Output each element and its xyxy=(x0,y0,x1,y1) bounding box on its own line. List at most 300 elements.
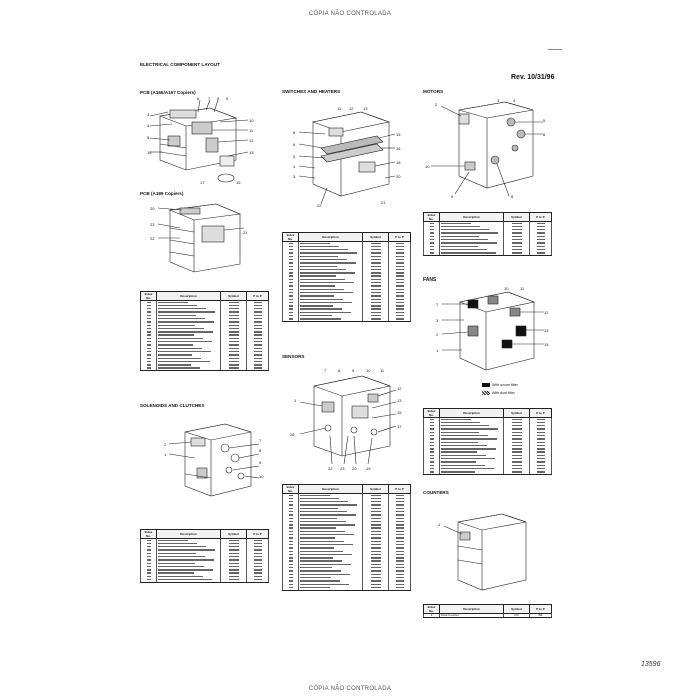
text-placeholder xyxy=(229,540,239,541)
cell-description xyxy=(299,586,363,590)
svg-text:8: 8 xyxy=(338,368,341,373)
svg-text:13: 13 xyxy=(397,398,402,403)
text-placeholder xyxy=(147,566,151,567)
text-placeholder xyxy=(537,242,545,243)
text-placeholder xyxy=(441,232,498,233)
text-placeholder xyxy=(396,252,404,253)
fans-figure xyxy=(428,286,552,376)
col-description: Description xyxy=(157,530,221,539)
col-p-to-p: P to P xyxy=(530,213,552,222)
text-placeholder xyxy=(289,312,293,313)
text-placeholder xyxy=(254,328,262,329)
text-placeholder xyxy=(441,425,489,426)
text-placeholder xyxy=(147,364,151,365)
text-placeholder xyxy=(158,348,202,349)
text-placeholder xyxy=(371,547,381,548)
text-placeholder xyxy=(512,223,522,224)
text-placeholder xyxy=(300,587,330,588)
text-placeholder xyxy=(371,299,381,300)
text-placeholder xyxy=(300,249,348,250)
text-placeholder xyxy=(147,348,151,349)
text-placeholder xyxy=(512,246,522,247)
svg-text:10: 10 xyxy=(259,474,264,479)
text-placeholder xyxy=(430,471,434,472)
text-placeholder xyxy=(254,364,262,365)
text-placeholder xyxy=(371,567,381,568)
text-placeholder xyxy=(147,311,151,312)
svg-text:11: 11 xyxy=(520,286,525,291)
text-placeholder xyxy=(396,524,404,525)
col-symbol: Symbol xyxy=(363,233,389,242)
svg-text:13: 13 xyxy=(249,150,254,155)
svg-text:10: 10 xyxy=(425,164,430,169)
cell-symbol xyxy=(221,579,247,583)
text-placeholder xyxy=(396,560,404,561)
text-placeholder xyxy=(371,544,381,545)
text-placeholder xyxy=(158,543,197,544)
text-placeholder xyxy=(158,540,188,541)
text-placeholder xyxy=(371,541,381,542)
text-placeholder xyxy=(229,318,239,319)
cell-index xyxy=(141,367,157,371)
text-placeholder xyxy=(371,557,381,558)
text-placeholder xyxy=(254,553,262,554)
text-placeholder xyxy=(147,318,151,319)
text-placeholder xyxy=(430,432,434,433)
svg-text:15: 15 xyxy=(396,132,401,137)
text-placeholder xyxy=(229,344,239,345)
text-placeholder xyxy=(147,328,151,329)
text-placeholder xyxy=(512,445,522,446)
text-placeholder xyxy=(512,448,522,449)
text-placeholder xyxy=(147,308,151,309)
text-placeholder xyxy=(371,577,381,578)
col-p-to-p: P to P xyxy=(530,605,552,614)
text-placeholder xyxy=(254,348,262,349)
svg-text:15: 15 xyxy=(544,342,549,347)
motors-table xyxy=(423,212,552,256)
cell-index xyxy=(283,318,299,322)
text-placeholder xyxy=(229,334,239,335)
text-placeholder xyxy=(289,495,293,496)
text-placeholder xyxy=(371,508,381,509)
table-row xyxy=(424,252,552,256)
text-placeholder xyxy=(289,584,293,585)
text-placeholder xyxy=(289,266,293,267)
text-placeholder xyxy=(147,543,151,544)
text-placeholder xyxy=(371,266,381,267)
text-placeholder xyxy=(537,461,545,462)
text-placeholder xyxy=(430,448,434,449)
text-placeholder xyxy=(158,351,211,352)
col-description: Description xyxy=(299,233,363,242)
text-placeholder xyxy=(537,432,545,433)
text-placeholder xyxy=(300,243,330,244)
text-placeholder xyxy=(396,243,404,244)
text-placeholder xyxy=(300,580,340,581)
text-placeholder xyxy=(229,308,239,309)
text-placeholder xyxy=(430,442,434,443)
text-placeholder xyxy=(537,455,545,456)
text-placeholder xyxy=(254,321,262,322)
text-placeholder xyxy=(300,574,350,575)
text-placeholder xyxy=(289,547,293,548)
text-placeholder xyxy=(371,527,381,528)
col-p-to-p: P to P xyxy=(530,409,552,418)
section-sensors: SENSORS xyxy=(282,354,305,359)
text-placeholder xyxy=(289,272,293,273)
text-placeholder xyxy=(430,223,434,224)
text-placeholder xyxy=(289,246,293,247)
text-placeholder xyxy=(300,511,347,512)
text-placeholder xyxy=(300,508,338,509)
text-placeholder xyxy=(158,553,196,554)
cell-index xyxy=(424,471,440,475)
text-placeholder xyxy=(289,275,293,276)
text-placeholder xyxy=(371,580,381,581)
text-placeholder xyxy=(158,556,205,557)
text-placeholder xyxy=(158,364,191,365)
text-placeholder xyxy=(396,249,404,250)
col-symbol: Symbol xyxy=(221,292,247,301)
text-placeholder xyxy=(300,318,341,319)
text-placeholder xyxy=(430,252,434,253)
text-placeholder xyxy=(254,563,262,564)
text-placeholder xyxy=(289,564,293,565)
text-placeholder xyxy=(289,537,293,538)
text-placeholder xyxy=(396,279,404,280)
uncontrolled-copy-header: CÓPIA NÃO CONTROLADA xyxy=(308,11,392,17)
text-placeholder xyxy=(537,252,545,253)
text-placeholder xyxy=(430,419,434,420)
text-placeholder xyxy=(396,554,404,555)
text-placeholder xyxy=(371,285,381,286)
svg-text:9: 9 xyxy=(352,368,355,373)
text-placeholder xyxy=(254,325,262,326)
text-placeholder xyxy=(396,570,404,571)
text-placeholder xyxy=(371,537,381,538)
text-placeholder xyxy=(396,312,404,313)
text-placeholder xyxy=(300,308,342,309)
text-placeholder xyxy=(371,279,381,280)
text-placeholder xyxy=(289,531,293,532)
text-placeholder xyxy=(371,560,381,561)
text-placeholder xyxy=(289,282,293,283)
text-placeholder xyxy=(158,334,194,335)
text-placeholder xyxy=(300,524,355,525)
text-placeholder xyxy=(396,282,404,283)
text-placeholder xyxy=(396,577,404,578)
text-placeholder xyxy=(147,315,151,316)
text-placeholder xyxy=(441,419,471,420)
text-placeholder xyxy=(396,580,404,581)
text-placeholder xyxy=(430,246,434,247)
text-placeholder xyxy=(289,256,293,257)
text-placeholder xyxy=(396,531,404,532)
text-placeholder xyxy=(229,367,239,368)
text-placeholder xyxy=(441,465,485,466)
text-placeholder xyxy=(371,524,381,525)
solenoids-table xyxy=(140,529,269,583)
text-placeholder xyxy=(300,312,351,313)
table-row xyxy=(283,318,411,322)
svg-text:1: 1 xyxy=(164,452,167,457)
fan-legend-ozone-label: With ozone filter xyxy=(492,383,518,387)
text-placeholder xyxy=(300,269,346,270)
text-placeholder xyxy=(430,229,434,230)
text-placeholder xyxy=(441,428,498,429)
fan-legend-dust-label: With dust filter xyxy=(492,391,515,395)
svg-text:22: 22 xyxy=(150,236,155,241)
text-placeholder xyxy=(430,435,434,436)
text-placeholder xyxy=(441,471,475,472)
svg-text:17: 17 xyxy=(397,424,402,429)
text-placeholder xyxy=(396,537,404,538)
text-placeholder xyxy=(371,259,381,260)
text-placeholder xyxy=(254,354,262,355)
sensors-table-body xyxy=(283,494,411,591)
cell-p-to-p xyxy=(247,579,269,583)
text-placeholder xyxy=(158,569,213,570)
text-placeholder xyxy=(300,521,346,522)
text-placeholder xyxy=(430,239,434,240)
text-placeholder xyxy=(229,579,239,580)
text-placeholder xyxy=(147,579,151,580)
fans-table-body xyxy=(424,418,552,475)
text-placeholder xyxy=(300,541,344,542)
text-placeholder xyxy=(430,458,434,459)
text-placeholder xyxy=(512,252,522,253)
switches-table xyxy=(282,232,411,322)
text-placeholder xyxy=(289,299,293,300)
text-placeholder xyxy=(396,305,404,306)
text-placeholder xyxy=(371,531,381,532)
text-placeholder xyxy=(371,308,381,309)
svg-text:8: 8 xyxy=(217,96,220,101)
svg-text:12: 12 xyxy=(544,310,549,315)
text-placeholder xyxy=(537,435,545,436)
cell-p-to-p xyxy=(247,367,269,371)
text-placeholder xyxy=(441,451,477,452)
text-placeholder xyxy=(371,318,381,319)
section-pcb-a166-a167: PCB (A166/A167 Copiers) xyxy=(140,90,196,95)
text-placeholder xyxy=(229,546,239,547)
text-placeholder xyxy=(229,566,239,567)
text-placeholder xyxy=(371,511,381,512)
sensors-table xyxy=(282,484,411,591)
pcb-table-body xyxy=(141,301,269,371)
text-placeholder xyxy=(158,361,210,362)
switches-figure xyxy=(285,104,405,208)
text-placeholder xyxy=(254,358,262,359)
text-placeholder xyxy=(396,584,404,585)
svg-text:4: 4 xyxy=(293,164,296,169)
text-placeholder xyxy=(229,331,239,332)
text-placeholder xyxy=(441,461,476,462)
text-placeholder xyxy=(396,259,404,260)
text-placeholder xyxy=(371,289,381,290)
text-placeholder xyxy=(537,226,545,227)
svg-text:20: 20 xyxy=(150,206,155,211)
text-placeholder xyxy=(537,419,545,420)
svg-text:23: 23 xyxy=(340,466,345,470)
text-placeholder xyxy=(158,321,214,322)
col-description: Description xyxy=(440,605,504,614)
text-placeholder xyxy=(300,495,330,496)
section-counters: COUNTERS xyxy=(423,490,449,495)
text-placeholder xyxy=(537,471,545,472)
dust-filter-swatch xyxy=(482,391,490,395)
text-placeholder xyxy=(300,531,345,532)
svg-text:5: 5 xyxy=(293,154,296,159)
table-row xyxy=(141,579,269,583)
text-placeholder xyxy=(371,305,381,306)
col-description: Description xyxy=(440,213,504,222)
text-placeholder xyxy=(289,557,293,558)
text-placeholder xyxy=(371,574,381,575)
text-placeholder xyxy=(300,560,342,561)
text-placeholder xyxy=(289,501,293,502)
text-placeholder xyxy=(441,246,478,247)
text-placeholder xyxy=(254,572,262,573)
text-placeholder xyxy=(158,331,213,332)
text-placeholder xyxy=(300,570,341,571)
text-placeholder xyxy=(430,428,434,429)
section-solenoids-clutches: SOLENOIDS AND CLUTCHES xyxy=(140,403,205,408)
text-placeholder xyxy=(158,566,204,567)
cell-p-to-p: B4 xyxy=(530,614,552,618)
text-placeholder xyxy=(300,282,354,283)
text-placeholder xyxy=(289,292,293,293)
svg-text:11: 11 xyxy=(337,106,342,111)
text-placeholder xyxy=(158,344,193,345)
svg-text:22: 22 xyxy=(328,466,333,470)
text-placeholder xyxy=(147,559,151,560)
text-placeholder xyxy=(289,551,293,552)
text-placeholder xyxy=(289,541,293,542)
text-placeholder xyxy=(147,563,151,564)
cell-index xyxy=(424,252,440,256)
text-placeholder xyxy=(289,524,293,525)
text-placeholder xyxy=(512,468,522,469)
text-placeholder xyxy=(229,361,239,362)
text-placeholder xyxy=(396,302,404,303)
cell-description: Total Counter xyxy=(440,614,504,618)
cell-p-to-p xyxy=(530,471,552,475)
text-placeholder xyxy=(289,508,293,509)
text-placeholder xyxy=(371,495,381,496)
text-placeholder xyxy=(300,272,355,273)
text-placeholder xyxy=(158,341,212,342)
text-placeholder xyxy=(254,341,262,342)
text-placeholder xyxy=(229,338,239,339)
text-placeholder xyxy=(229,553,239,554)
text-placeholder xyxy=(289,318,293,319)
text-placeholder xyxy=(371,292,381,293)
svg-text:12: 12 xyxy=(349,106,354,111)
col-symbol: Symbol xyxy=(504,213,530,222)
text-placeholder xyxy=(158,318,205,319)
svg-text:8: 8 xyxy=(259,448,262,453)
text-placeholder xyxy=(300,275,336,276)
text-placeholder xyxy=(430,438,434,439)
text-placeholder xyxy=(254,556,262,557)
svg-text:1: 1 xyxy=(438,522,441,527)
svg-text:20: 20 xyxy=(352,466,357,470)
text-placeholder xyxy=(229,543,239,544)
text-placeholder xyxy=(371,282,381,283)
text-placeholder xyxy=(158,338,203,339)
text-placeholder xyxy=(147,576,151,577)
text-placeholder xyxy=(371,514,381,515)
text-placeholder xyxy=(537,465,545,466)
text-placeholder xyxy=(158,576,203,577)
text-placeholder xyxy=(300,256,338,257)
text-placeholder xyxy=(300,501,348,502)
text-placeholder xyxy=(254,549,262,550)
text-placeholder xyxy=(147,302,151,303)
svg-text:1: 1 xyxy=(294,398,297,403)
svg-text:15: 15 xyxy=(397,410,402,415)
text-placeholder xyxy=(371,246,381,247)
text-placeholder xyxy=(254,361,262,362)
svg-text:6: 6 xyxy=(197,96,200,101)
corner-mark xyxy=(548,49,562,50)
text-placeholder xyxy=(300,259,347,260)
text-placeholder xyxy=(537,246,545,247)
cell-symbol xyxy=(504,471,530,475)
cell-symbol xyxy=(363,586,389,590)
text-placeholder xyxy=(229,354,239,355)
text-placeholder xyxy=(300,285,335,286)
text-placeholder xyxy=(537,445,545,446)
svg-text:3: 3 xyxy=(436,318,439,323)
col-symbol: Symbol xyxy=(363,485,389,494)
text-placeholder xyxy=(300,295,334,296)
table-row xyxy=(283,586,411,590)
text-placeholder xyxy=(300,577,331,578)
text-placeholder xyxy=(158,367,200,368)
text-placeholder xyxy=(254,344,262,345)
text-placeholder xyxy=(147,569,151,570)
text-placeholder xyxy=(254,576,262,577)
text-placeholder xyxy=(254,579,262,580)
section-fans: FANS xyxy=(423,277,437,283)
text-placeholder xyxy=(537,451,545,452)
text-placeholder xyxy=(300,266,337,267)
text-placeholder xyxy=(371,584,381,585)
text-placeholder xyxy=(289,259,293,260)
cell-description xyxy=(299,318,363,322)
cell-index xyxy=(141,579,157,583)
section-pcb-a189: PCB (A189 Copiers) xyxy=(140,191,184,196)
text-placeholder xyxy=(512,438,522,439)
svg-text:19: 19 xyxy=(366,466,371,470)
svg-text:26: 26 xyxy=(290,432,295,437)
svg-text:18: 18 xyxy=(396,160,401,165)
text-placeholder xyxy=(537,239,545,240)
svg-text:7: 7 xyxy=(324,368,327,373)
text-placeholder xyxy=(441,422,480,423)
text-placeholder xyxy=(229,302,239,303)
text-placeholder xyxy=(441,242,497,243)
svg-text:4: 4 xyxy=(147,123,150,128)
text-placeholder xyxy=(147,305,151,306)
text-placeholder xyxy=(430,422,434,423)
text-placeholder xyxy=(396,511,404,512)
svg-text:10: 10 xyxy=(249,118,254,123)
cell-symbol xyxy=(363,318,389,322)
